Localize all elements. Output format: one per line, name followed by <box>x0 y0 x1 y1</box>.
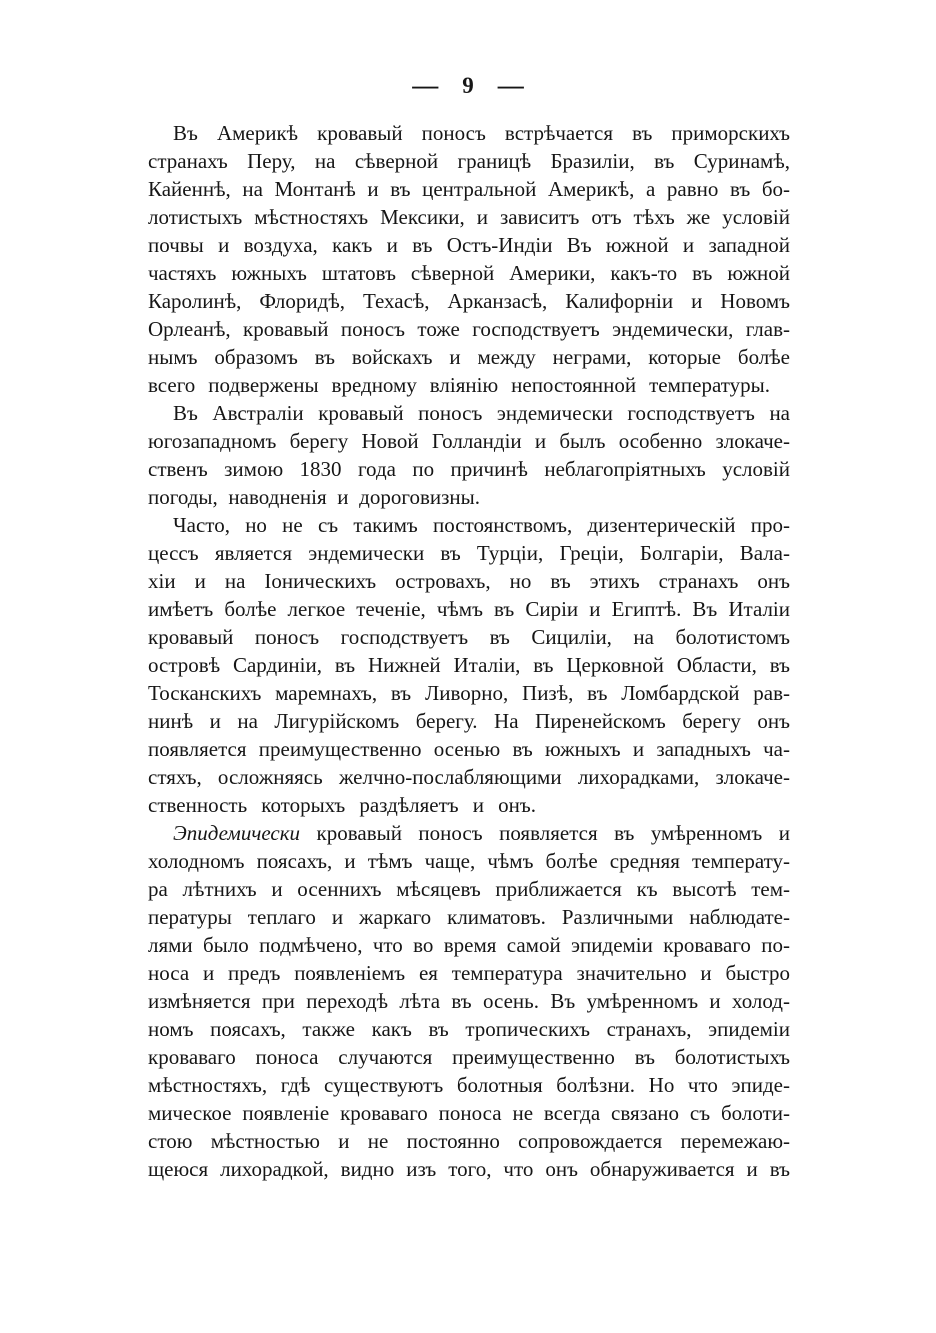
text-line: островѣ Сардиніи, въ Нижней Италіи, въ Церковной Области, въ <box>148 653 790 677</box>
text-line: мическое появленіе кроваваго поноса не всегда связано съ болоти- <box>148 1101 790 1125</box>
paragraph-epidemic <box>148 819 790 1183</box>
text-line: хіи и на Іоническихъ островахъ, но въ этихъ странахъ онъ <box>148 569 790 593</box>
text-line: Тосканскихъ маремнахъ, въ Ливорно, Пизѣ, въ Ломбардской рав- <box>148 681 790 705</box>
italic-lead-term: Эпидемически <box>173 821 301 845</box>
text-line: щеюся лихорадкой, видно изъ того, что онъ обнаруживается и въ <box>148 1157 790 1181</box>
header-dash-right: — <box>497 71 524 100</box>
text-line: странахъ Перу, на сѣверной границѣ Бразиліи, въ Суринамѣ, <box>148 149 790 173</box>
text-line: Въ Австраліи кровавый поносъ эндемически господствуетъ на <box>173 401 790 425</box>
text-line-last: погоды, наводненія и дороговизны. <box>148 485 480 509</box>
page-body <box>148 119 790 1183</box>
text-line: лотистыхъ мѣстностяхъ Мексики, и зависитъ отъ тѣхъ же условій <box>148 205 790 229</box>
text-line: пературы теплаго и жаркаго климатовъ. Различными наблюдате- <box>148 905 790 929</box>
text-line: лями было подмѣчено, что во время самой эпидеміи кроваваго по- <box>148 933 790 957</box>
text-line: Каролинѣ, Флоридѣ, Техасѣ, Арканзасѣ, Калифорніи и Новомъ <box>148 289 790 313</box>
text-line: имѣетъ болѣе легкое теченіе, чѣмъ въ Сиріи и Египтѣ. Въ Италіи <box>148 597 790 621</box>
text-line: носа и предъ появленіемъ ея температура значительно и быстро <box>148 961 790 985</box>
text-line: частяхъ южныхъ штатовъ сѣверной Америки, какъ-то въ южной <box>148 261 790 285</box>
text-line-last: ственность которыхъ раздѣляетъ и онъ. <box>148 793 536 817</box>
text-line-last: всего подвержены вредному вліянію непостоянной температуры. <box>148 373 770 397</box>
text-line: мѣстностяхъ, гдѣ существуютъ болотныя болѣзни. Но что эпиде- <box>148 1073 790 1097</box>
text-line: холодномъ поясахъ, и тѣмъ чаще, чѣмъ болѣе средняя температу- <box>148 849 790 873</box>
page-header <box>368 70 568 102</box>
text-line: почвы и воздуха, какъ и въ Остъ-Индіи Въ южной и западной <box>148 233 790 257</box>
page-number: 9 <box>462 73 474 98</box>
text-line: измѣняется при переходѣ лѣта въ осень. Въ умѣренномъ и холод- <box>148 989 790 1013</box>
text-line: Орлеанѣ, кровавый поносъ тоже господствуетъ эндемически, глав- <box>148 317 790 341</box>
text-line-rest: кровавый поносъ появляется въ умѣренномъ и <box>316 821 790 845</box>
text-line: появляется преимущественно осенью въ южныхъ и западныхъ ча- <box>148 737 790 761</box>
paragraph-europe <box>148 511 790 819</box>
text-line: цессъ является эндемически въ Турціи, Греціи, Болгаріи, Вала- <box>148 541 790 565</box>
text-line: Часто, но не съ такимъ постоянствомъ, дизентерическій про- <box>173 513 790 537</box>
paragraph-americas <box>148 119 790 399</box>
text-line: стяхъ, осложняясь желчно-послабляющими лихорадками, злокаче- <box>148 765 790 789</box>
text-line: кроваваго поноса случаются преимущественно въ болотистыхъ <box>148 1045 790 1069</box>
text-line: ра лѣтнихъ и осеннихъ мѣсяцевъ приближается къ высотѣ тем- <box>148 877 790 901</box>
text-line: стою мѣстностью и не постоянно сопровождается перемежаю- <box>148 1129 790 1153</box>
text-line <box>148 819 790 847</box>
text-line: ственъ зимою 1830 года по причинѣ неблагопріятныхъ условій <box>148 457 790 481</box>
text-line: нинѣ и на Лигурійскомъ берегу. На Пиренейскомъ берегу онъ <box>148 709 790 733</box>
text-line: югозападномъ берегу Новой Голландіи и былъ особенно злокаче- <box>148 429 790 453</box>
text-line: Въ Америкѣ кровавый поносъ встрѣчается въ приморскихъ <box>173 121 790 145</box>
text-line: кровавый поносъ господствуетъ въ Сициліи, на болотистомъ <box>148 625 790 649</box>
text-line: номъ поясахъ, также какъ въ тропическихъ странахъ, эпидеміи <box>148 1017 790 1041</box>
header-dash-left: — <box>412 71 439 100</box>
text-line: нымъ образомъ въ войскахъ и между неграми, которые болѣе <box>148 345 790 369</box>
paragraph-australia <box>148 399 790 511</box>
text-line: Кайеннѣ, на Монтанѣ и въ центральной Америкѣ, а равно въ бо- <box>148 177 790 201</box>
